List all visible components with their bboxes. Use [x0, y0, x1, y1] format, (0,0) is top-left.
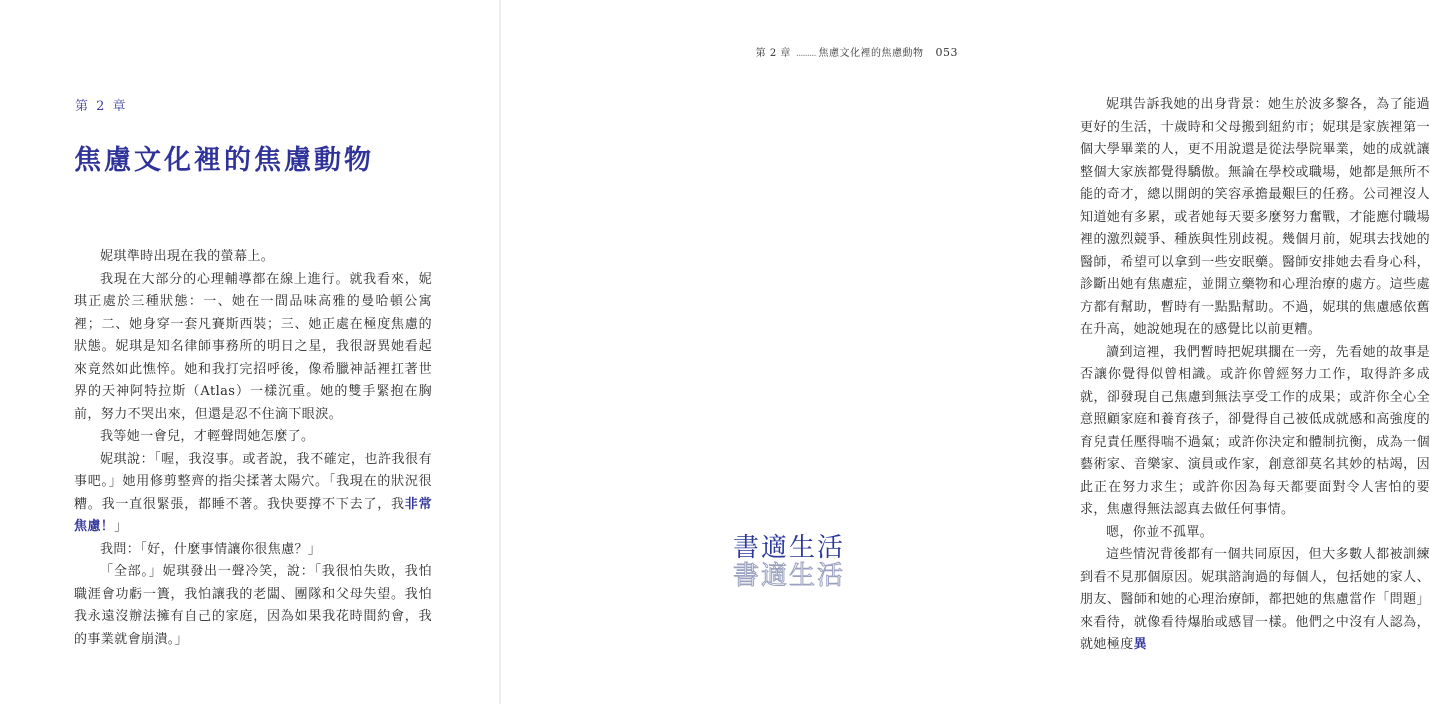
paragraph-text: 這些情況背後都有一個共同原因，但大多數人都被訓練到看不見那個原因。妮琪諮詢過的每個人，包括她的家人、朋友、醫師和她的心理治療師，都把她的焦慮當作「問題」來看待，就像看待爆胎或感冒一樣。他們之中沒有人認為，就她極度: [1080, 547, 1430, 652]
paragraph: 讀到這裡，我們暫時把妮琪擱在一旁，先看她的故事是否讓你覺得似曾相識。或許你曾經努力工作，取得許多成就，卻發現自己焦慮到無法享受工作的成果；或許你全心全意照顧家庭和養育孩子，卻覺得自己被低成就感和高強度的育兒責任壓得喘不過氣；或許你決定和體制抗衡，成為一個藝術家、音樂家、演員或作家，創意卻莫名其妙的枯竭，因此正在努力求生；或許你因為每天都要面對令人害怕的要求，焦慮得無法認真去做任何事情。: [1080, 344, 1430, 517]
publisher-watermark: 書適生活: [733, 533, 846, 563]
paragraph-with-emphasis: [74, 449, 432, 539]
chapter-label: 第 2 章: [75, 99, 128, 114]
emphasis-text: 異: [1133, 637, 1148, 652]
paragraph-with-emphasis: [1080, 544, 1430, 657]
closing-quote: 」: [114, 519, 128, 534]
right-page: [500, 0, 1430, 704]
paragraph: 嗯，你並不孤單。: [1106, 524, 1214, 540]
paragraph: 我等她一會兒，才輕聲問她怎麼了。: [100, 429, 315, 444]
paragraph: 我現在大部分的心理輔導都在線上進行。就我看來，妮琪正處於三種狀態：一、她在一間品味高雅的曼哈頓公寓裡；二、她身穿一套凡賽斯西裝；三、她正處在極度焦慮的狀態。妮琪是知名律師事務所的明日之星，我很訝異她看起來竟然如此憔悴。她和我打完招呼後，像希臘神話裡扛著世界的天神阿特拉斯（Atlas）一樣沉重。她的雙手緊抱在胸前，努力不哭出來，但還是忍不住滴下眼淚。: [74, 271, 432, 422]
emphasis-text: 非常焦慮！: [74, 496, 432, 534]
paragraph: 「全部。」妮琪發出一聲冷笑，說：「我很怕失敗，我怕職涯會功虧一簣，我怕讓我的老闆、團隊和父母失望。我怕我永遠沒辦法擁有自己的家庭，因為如果我花時間約會，我的事業就會崩潰。」: [74, 564, 432, 647]
page-number: 053: [935, 46, 958, 59]
paragraph-text: 妮琪說：「喔，我沒事。或者說，我不確定，也許我很有事吧。」她用修剪整齊的指尖揉著太陽穴。「我現在的狀況很糟。我一直很緊張，都睡不著。我快要撐不下去了，我: [74, 451, 432, 512]
running-header-separator: .........: [795, 48, 816, 59]
right-body-text: [1080, 94, 1430, 657]
running-header-chapter: 第 2 章: [755, 48, 791, 59]
chapter-title: 焦慮文化裡的焦慮動物: [74, 145, 374, 176]
running-header-title: 焦慮文化裡的焦慮動物: [818, 48, 924, 59]
publisher-watermark-outline: 書適生活: [733, 561, 846, 591]
paragraph: 妮琪告訴我她的出身背景：她生於波多黎各，為了能過更好的生活，十歲時和父母搬到紐約市；妮琪是家族裡第一個大學畢業的人，更不用說還是從法學院畢業，她的成就讓整個大家族都覺得驕傲。無論在學校或職場，她都是無所不能的奇才，總以開朗的笑容承擔最艱巨的任務。公司裡沒人知道她有多累，或者她每天要多麼努力奮戰，才能應付職場裡的激烈競爭、種族與性別歧視。幾個月前，妮琪去找她的醫師，希望可以拿到一些安眠藥。醫師安排她去看身心科，診斷出她有焦慮症，並開立藥物和心理治療的處方。這些處方都有幫助，暫時有一點點幫助。不過，妮琪的焦慮感依舊在升高，她說她現在的感覺比以前更糟。: [1080, 97, 1430, 337]
left-body-text: [74, 246, 432, 651]
paragraph: 妮琪準時出現在我的螢幕上。: [100, 249, 275, 264]
running-header: [756, 44, 958, 59]
left-page: [0, 0, 500, 704]
paragraph: 我問：「好，什麼事情讓你很焦慮？」: [100, 541, 322, 557]
